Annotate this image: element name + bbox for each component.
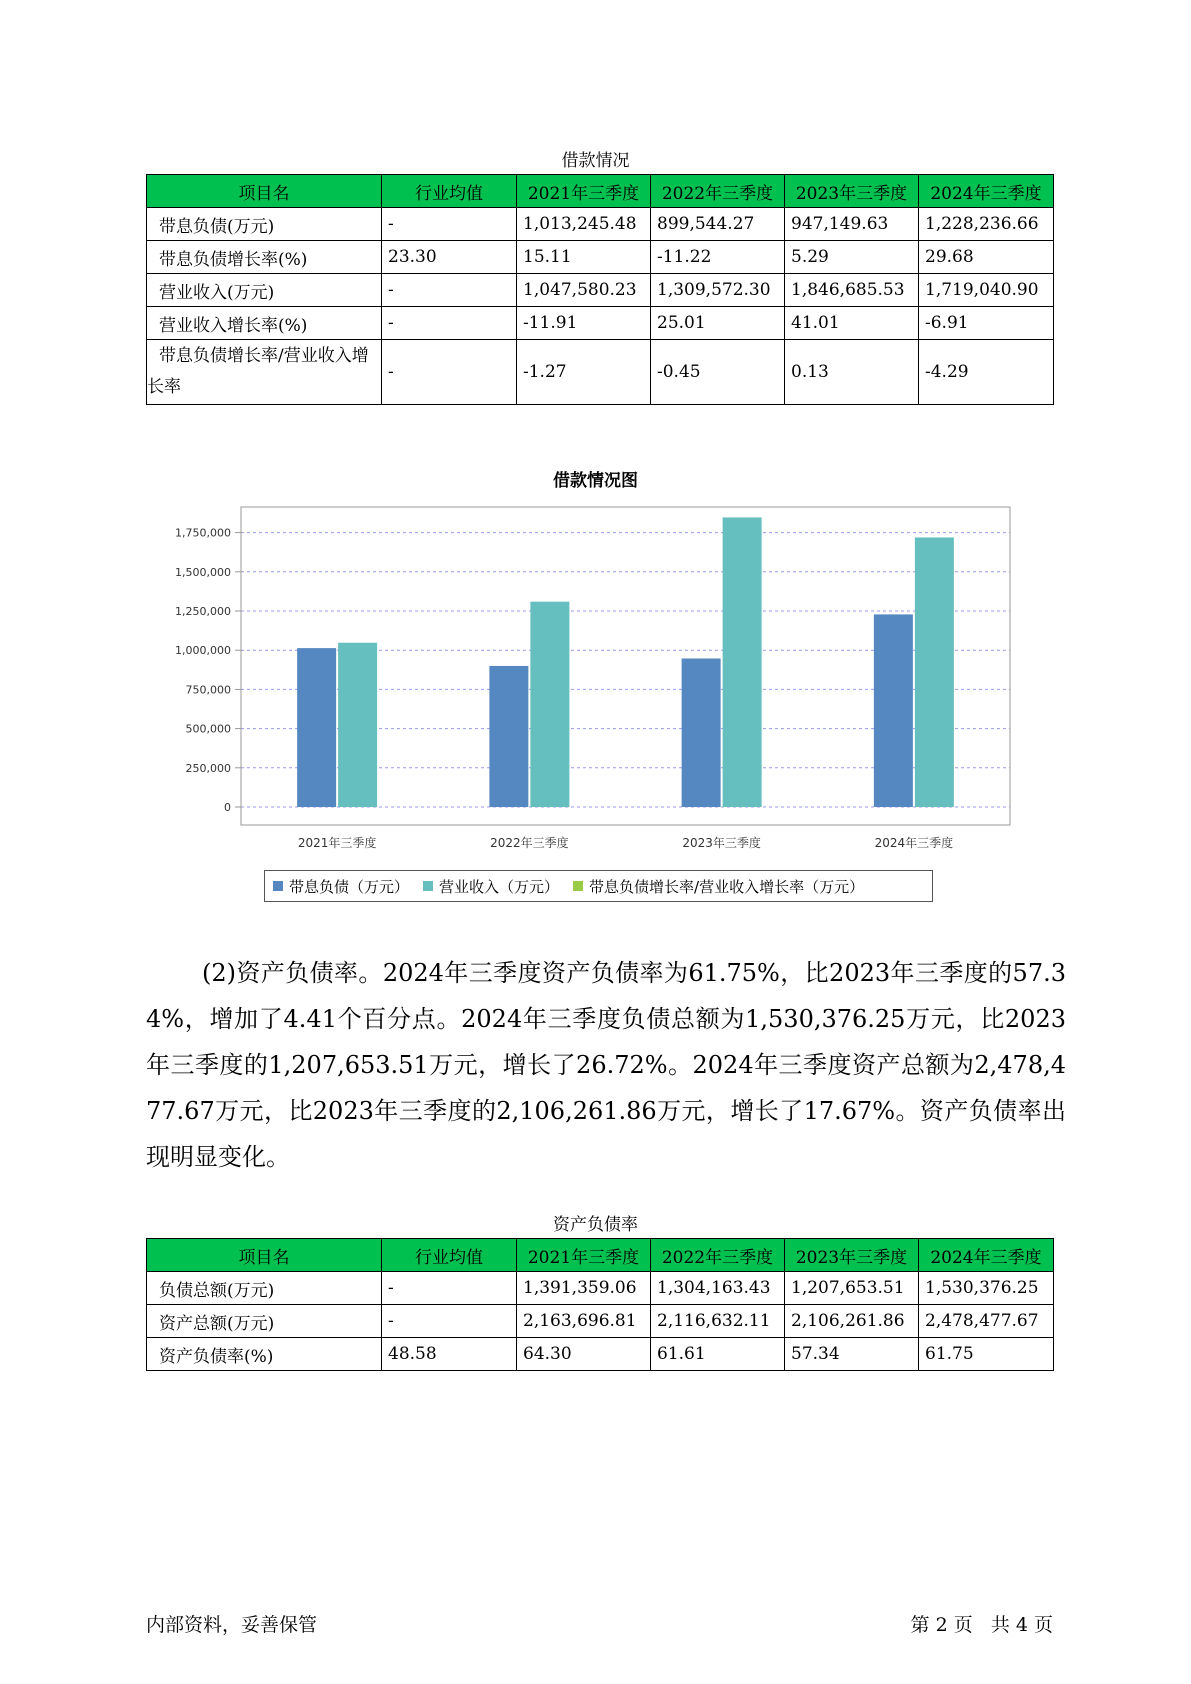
table-row bbox=[147, 307, 1054, 340]
y-tick-label: 1,000,000 bbox=[175, 644, 231, 658]
table-row bbox=[147, 1272, 1054, 1305]
table-cell: 29.68 bbox=[919, 241, 1054, 274]
table-cell: -4.29 bbox=[919, 340, 1054, 405]
row-label: 资产总额(万元) bbox=[147, 1305, 382, 1338]
table-cell: 1,228,236.66 bbox=[919, 208, 1054, 241]
bar-revenue bbox=[338, 643, 377, 807]
table-cell: 15.11 bbox=[517, 241, 651, 274]
table-cell: 2,163,696.81 bbox=[517, 1305, 651, 1338]
legend-label: 营业收入（万元） bbox=[439, 877, 560, 896]
table-cell: 5.29 bbox=[785, 241, 919, 274]
table-cell: 1,530,376.25 bbox=[919, 1272, 1054, 1305]
table-cell: 57.34 bbox=[785, 1338, 919, 1371]
y-tick-label: 1,250,000 bbox=[175, 605, 231, 618]
legend-swatch bbox=[423, 881, 433, 891]
table-cell: - bbox=[382, 274, 517, 307]
legend-item bbox=[423, 876, 559, 897]
table-cell: 61.75 bbox=[919, 1338, 1054, 1371]
table-cell: 61.61 bbox=[651, 1338, 785, 1371]
bar-debt bbox=[682, 658, 721, 807]
header-cell: 行业均值 bbox=[382, 1239, 517, 1272]
header-cell: 2022年三季度 bbox=[651, 175, 785, 208]
header-cell: 2024年三季度 bbox=[919, 1239, 1054, 1272]
y-tick-label: 1,750,000 bbox=[175, 526, 231, 540]
table-row bbox=[147, 340, 1054, 405]
table-cell: - bbox=[382, 340, 517, 405]
borrowing-bar-chart bbox=[150, 500, 1020, 860]
chart-legend bbox=[264, 870, 933, 902]
table-row bbox=[147, 241, 1054, 274]
y-tick-label: 500,000 bbox=[185, 722, 231, 736]
table1-caption: 借款情况 bbox=[561, 151, 630, 171]
y-tick-label: 0 bbox=[224, 801, 231, 814]
row-label: 负债总额(万元) bbox=[147, 1272, 382, 1305]
table-cell: 1,309,572.30 bbox=[651, 274, 785, 307]
table-cell: 1,391,359.06 bbox=[517, 1272, 651, 1305]
footer-confidential: 内部资料，妥善保管 bbox=[146, 1614, 318, 1636]
table-cell: -0.45 bbox=[651, 340, 785, 405]
bar-debt bbox=[489, 666, 528, 807]
legend-label: 带息负债（万元） bbox=[289, 877, 410, 896]
y-tick-label: 750,000 bbox=[185, 683, 231, 697]
bars bbox=[297, 517, 954, 807]
row-label: 带息负债增长率/营业收入增长率 bbox=[147, 340, 382, 405]
bar-revenue bbox=[723, 517, 762, 807]
legend-item bbox=[273, 876, 409, 897]
legend-swatch bbox=[573, 881, 583, 891]
bar-revenue bbox=[530, 602, 569, 807]
x-axis-labels bbox=[298, 835, 953, 850]
table-cell: 2,106,261.86 bbox=[785, 1305, 919, 1338]
table-cell: - bbox=[382, 1305, 517, 1338]
table-cell: 25.01 bbox=[651, 307, 785, 340]
chart-title: 借款情况图 bbox=[553, 471, 638, 491]
row-label: 带息负债(万元) bbox=[147, 208, 382, 241]
table-cell: 1,304,163.43 bbox=[651, 1272, 785, 1305]
table-cell: 23.30 bbox=[382, 241, 517, 274]
y-tick-label: 250,000 bbox=[185, 761, 231, 775]
table-header-row bbox=[147, 175, 1054, 208]
x-tick-label: 2022年三季度 bbox=[490, 836, 569, 850]
legend-item bbox=[573, 876, 864, 897]
table-row bbox=[147, 274, 1054, 307]
y-tick-label: 1,500,000 bbox=[175, 565, 231, 579]
header-cell: 项目名 bbox=[147, 1239, 382, 1272]
table-header-row bbox=[147, 1239, 1054, 1272]
y-axis-labels bbox=[175, 527, 231, 814]
table-cell: 1,719,040.90 bbox=[919, 274, 1054, 307]
header-cell: 2021年三季度 bbox=[517, 175, 651, 208]
table-cell: -1.27 bbox=[517, 340, 651, 405]
bar-revenue bbox=[915, 537, 954, 807]
table-cell: 1,207,653.51 bbox=[785, 1272, 919, 1305]
row-label: 带息负债增长率(%) bbox=[147, 241, 382, 274]
table-cell: 48.58 bbox=[382, 1338, 517, 1371]
bar-debt bbox=[874, 614, 913, 807]
header-cell: 2023年三季度 bbox=[785, 175, 919, 208]
table-row bbox=[147, 208, 1054, 241]
header-cell: 2021年三季度 bbox=[517, 1239, 651, 1272]
footer-page-number: 第 2 页 共 4 页 bbox=[910, 1614, 1053, 1636]
borrowing-table bbox=[146, 174, 1054, 405]
table-cell: - bbox=[382, 307, 517, 340]
table-cell: 1,846,685.53 bbox=[785, 274, 919, 307]
table-cell: - bbox=[382, 208, 517, 241]
table-cell: 64.30 bbox=[517, 1338, 651, 1371]
row-label: 资产负债率(%) bbox=[147, 1338, 382, 1371]
header-cell: 项目名 bbox=[147, 175, 382, 208]
table-row bbox=[147, 1305, 1054, 1338]
legend-label: 带息负债增长率/营业收入增长率（万元） bbox=[589, 877, 865, 896]
row-label: 营业收入(万元) bbox=[147, 274, 382, 307]
asset-liability-table bbox=[146, 1238, 1054, 1371]
table-cell: - bbox=[382, 1272, 517, 1305]
paragraph-text: (2)资产负债率。2024年三季度资产负债率为61.75%，比2023年三季度的57.34%，增加了4.41个百分点。2024年三季度负债总额为1,530,376.25万元，比2023年三季度的1,207,653.51万元，增长了26.72%。2024年三季度资产总额为2,478,477.67万元，比2023年三季度的2,106,261.86万元，增长了17.67%。资产负债率出现明显变化。 bbox=[146, 959, 1066, 1171]
table-cell: -6.91 bbox=[919, 307, 1054, 340]
table-cell: 0.13 bbox=[785, 340, 919, 405]
table-cell: 41.01 bbox=[785, 307, 919, 340]
table-row bbox=[147, 1338, 1054, 1371]
table2-caption: 资产负债率 bbox=[553, 1215, 638, 1235]
legend-swatch bbox=[273, 881, 283, 891]
header-cell: 2024年三季度 bbox=[919, 175, 1054, 208]
table-cell: 1,047,580.23 bbox=[517, 274, 651, 307]
header-cell: 2023年三季度 bbox=[785, 1239, 919, 1272]
table-cell: -11.22 bbox=[651, 241, 785, 274]
table-cell: 2,478,477.67 bbox=[919, 1305, 1054, 1338]
table-cell: 947,149.63 bbox=[785, 208, 919, 241]
bar-debt bbox=[297, 648, 336, 807]
x-tick-label: 2021年三季度 bbox=[297, 836, 377, 850]
header-cell: 行业均值 bbox=[382, 175, 517, 208]
row-label: 营业收入增长率(%) bbox=[147, 307, 382, 340]
table-cell: 899,544.27 bbox=[651, 208, 785, 241]
x-tick-label: 2024年三季度 bbox=[874, 836, 954, 850]
analysis-paragraph bbox=[146, 950, 1066, 1180]
table-cell: 2,116,632.11 bbox=[651, 1305, 785, 1338]
table-cell: 1,013,245.48 bbox=[517, 208, 651, 241]
header-cell: 2022年三季度 bbox=[651, 1239, 785, 1272]
x-tick-label: 2023年三季度 bbox=[682, 836, 761, 850]
table-cell: -11.91 bbox=[517, 307, 651, 340]
